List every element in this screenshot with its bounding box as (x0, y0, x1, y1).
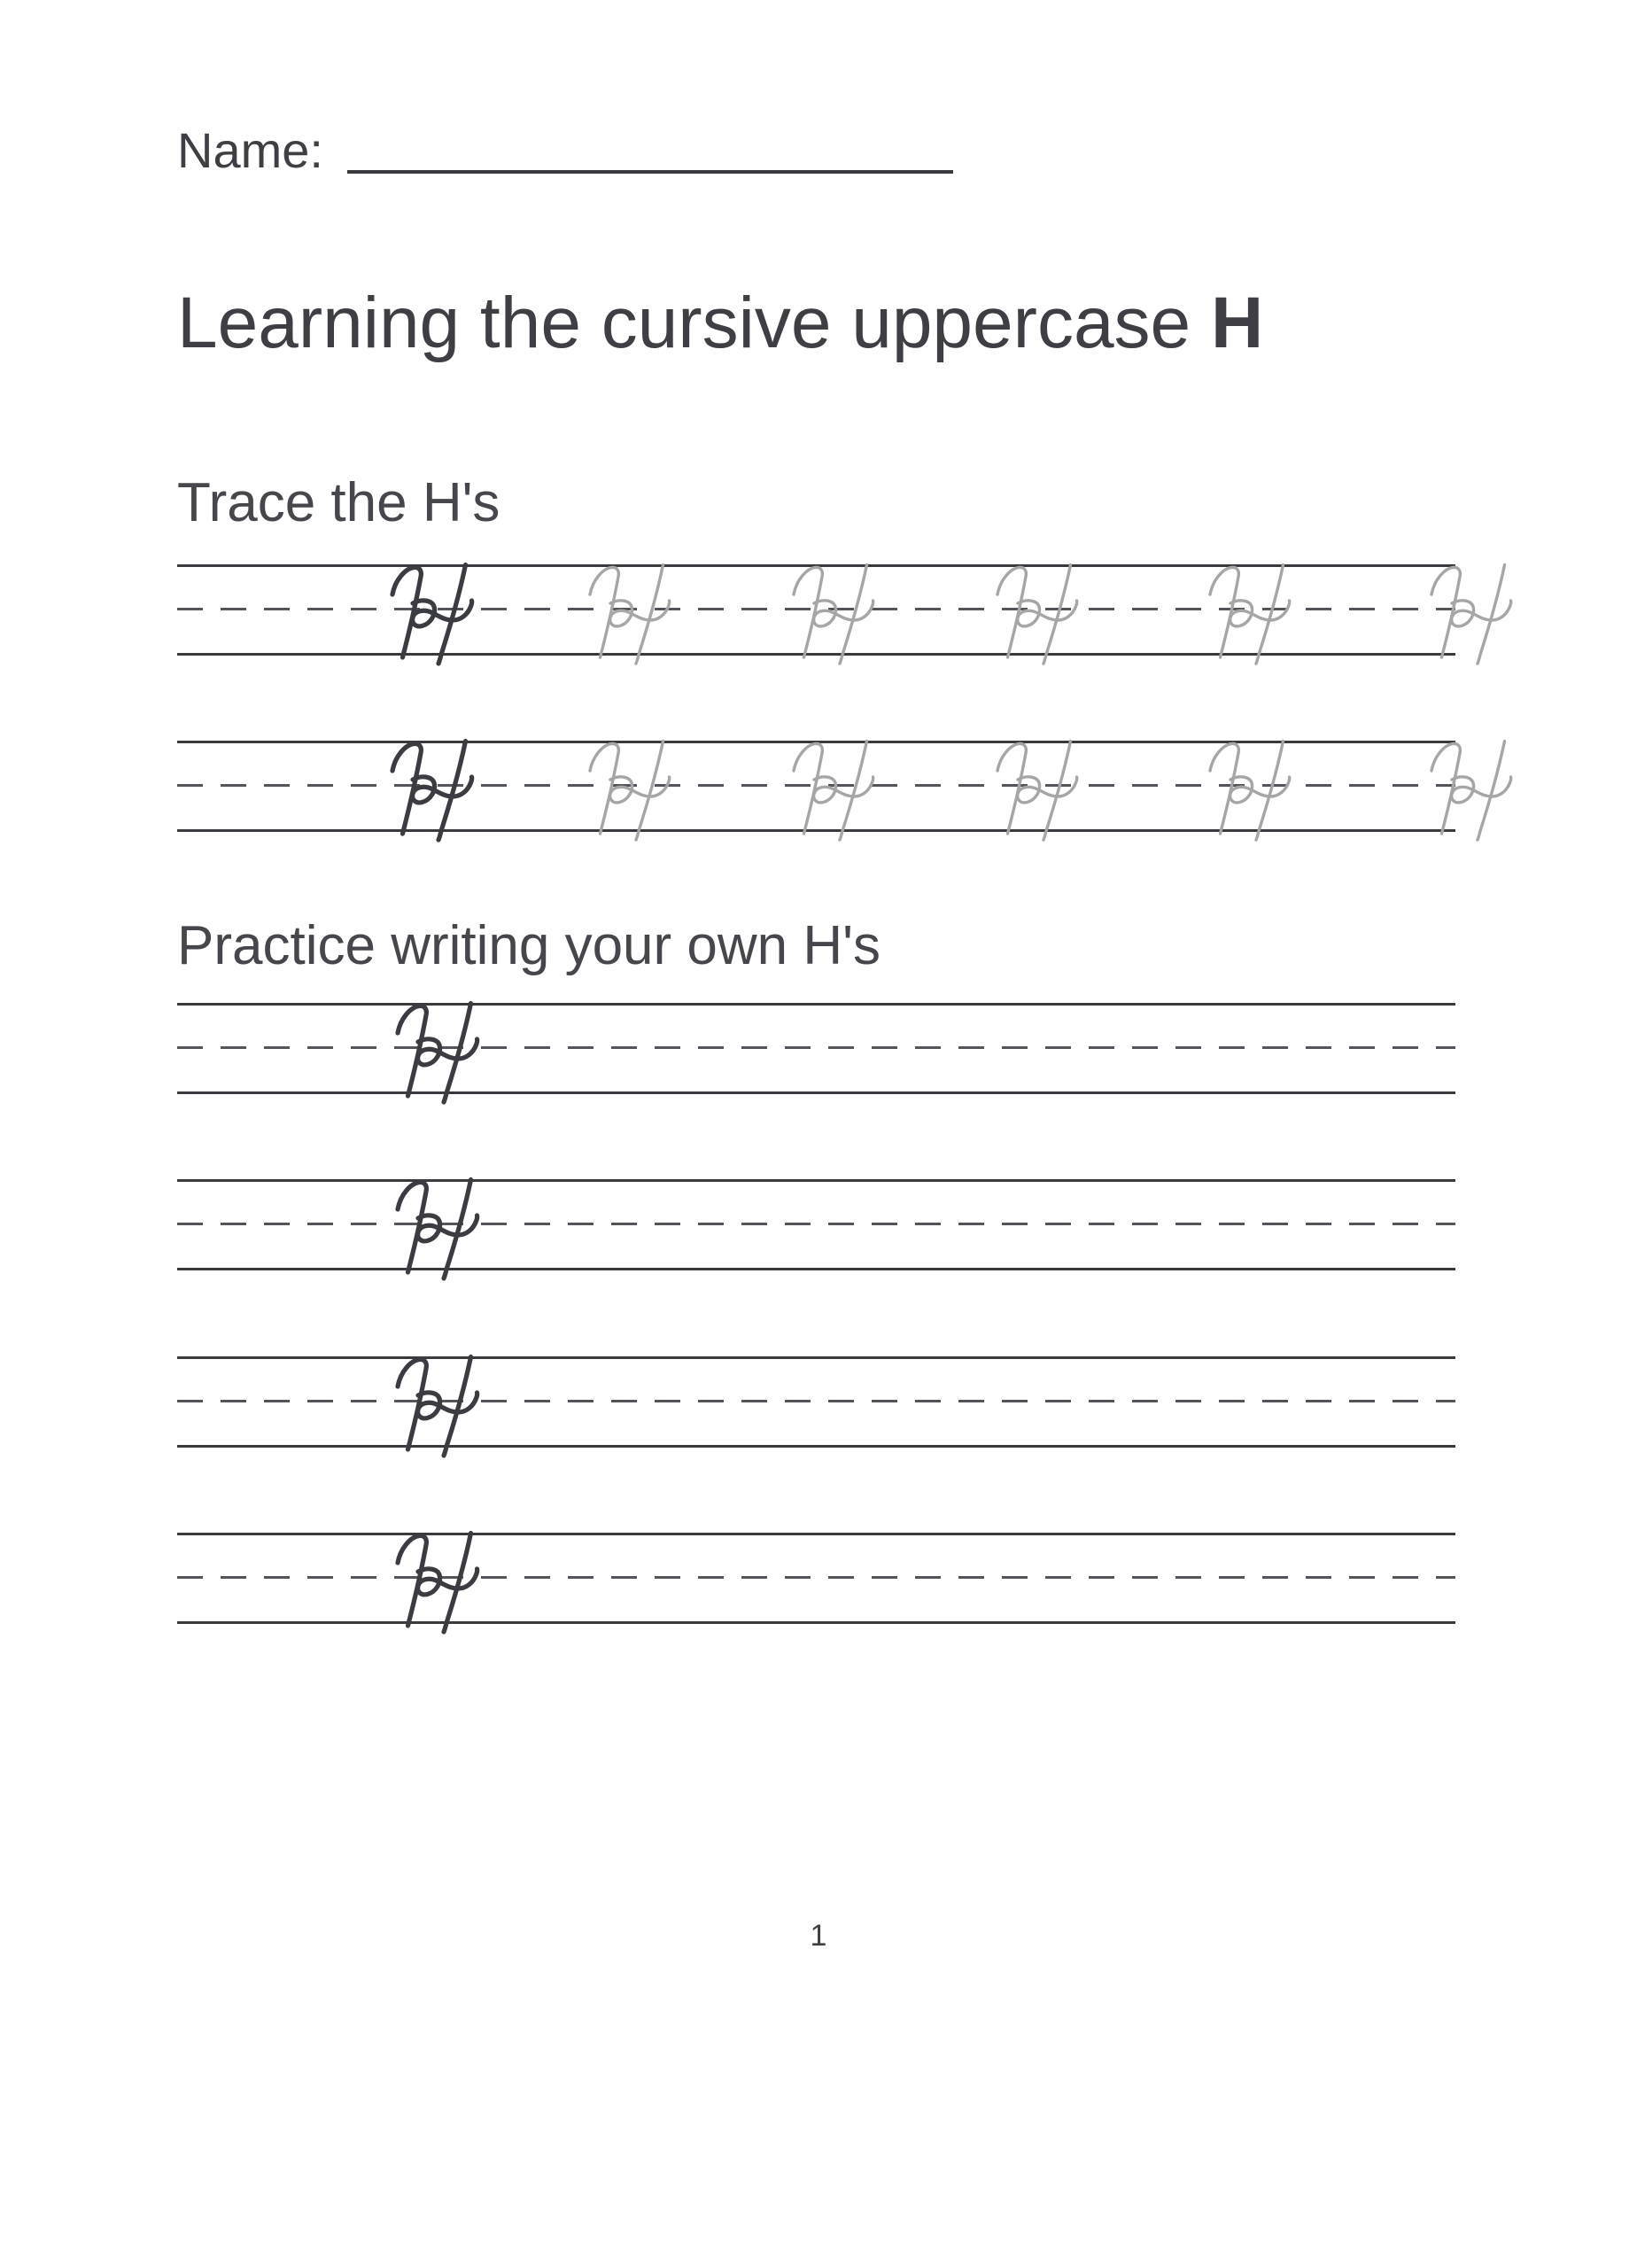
glyph-stroke (1210, 743, 1238, 834)
trace-line-1 (177, 564, 1455, 656)
page-title-letter: H (1210, 283, 1264, 363)
glyph-stroke (840, 742, 867, 841)
cursive-h-glyph-dark (388, 738, 484, 846)
glyph-stroke (413, 777, 472, 803)
glyph-stroke (398, 1535, 426, 1626)
glyph-stroke (610, 601, 670, 626)
cursive-h-glyph-trace (993, 738, 1089, 846)
cursive-h-glyph-dark (393, 1530, 489, 1638)
dashed-midline (177, 1576, 1455, 1579)
glyph-stroke (1452, 777, 1511, 803)
dashed-midline (177, 1046, 1455, 1049)
cursive-h-glyph-trace (789, 738, 885, 846)
practice-line-2 (177, 1179, 1455, 1270)
name-label: Name: (177, 122, 323, 178)
glyph-stroke (636, 565, 663, 664)
glyph-stroke (1230, 777, 1290, 803)
dashed-midline (177, 608, 1455, 610)
glyph-stroke (1018, 601, 1077, 626)
cursive-h-glyph-trace (993, 562, 1089, 670)
glyph-stroke (418, 1216, 477, 1241)
glyph-stroke (1256, 742, 1284, 841)
page-title (177, 284, 1263, 363)
glyph-stroke (840, 565, 867, 664)
cursive-h-glyph-trace (1427, 562, 1523, 670)
cursive-h-glyph-trace (789, 562, 885, 670)
cursive-h-glyph-dark (393, 1000, 489, 1108)
glyph-stroke (1478, 742, 1505, 841)
glyph-stroke (1018, 777, 1077, 803)
glyph-stroke (1043, 565, 1071, 664)
trace-line-2 (177, 741, 1455, 832)
glyph-stroke (997, 743, 1026, 834)
dashed-midline (177, 1223, 1455, 1225)
glyph-stroke (997, 567, 1026, 657)
cursive-h-glyph-dark (393, 1354, 489, 1462)
glyph-stroke (610, 777, 670, 803)
glyph-stroke (438, 565, 466, 664)
cursive-h-glyph-trace (1206, 738, 1301, 846)
glyph-stroke (1256, 565, 1284, 664)
glyph-stroke (636, 742, 663, 841)
dashed-midline (177, 1400, 1455, 1402)
glyph-stroke (1230, 601, 1290, 626)
glyph-stroke (438, 742, 466, 841)
cursive-h-glyph-trace (586, 562, 681, 670)
trace-section-label: Trace the H's (177, 472, 500, 533)
glyph-stroke (398, 1359, 426, 1449)
glyph-stroke (444, 1180, 471, 1279)
glyph-stroke (398, 1006, 426, 1096)
page-number: 1 (810, 1919, 827, 1953)
glyph-stroke (444, 1357, 471, 1456)
glyph-stroke (418, 1039, 477, 1065)
glyph-stroke (418, 1393, 477, 1418)
cursive-h-glyph-trace (1427, 738, 1523, 846)
glyph-stroke (444, 1004, 471, 1103)
cursive-h-glyph-dark (388, 562, 484, 670)
glyph-stroke (590, 743, 618, 834)
cursive-h-glyph-trace (1206, 562, 1301, 670)
practice-line-4 (177, 1533, 1455, 1624)
glyph-stroke (1452, 601, 1511, 626)
glyph-stroke (814, 601, 873, 626)
practice-line-3 (177, 1356, 1455, 1448)
cursive-h-glyph-trace (586, 738, 681, 846)
glyph-stroke (1431, 743, 1460, 834)
cursive-h-glyph-dark (393, 1177, 489, 1285)
glyph-stroke (1478, 565, 1505, 664)
glyph-stroke (814, 777, 873, 803)
name-underline (347, 170, 953, 174)
glyph-stroke (590, 567, 618, 657)
glyph-stroke (1043, 742, 1071, 841)
glyph-stroke (413, 601, 472, 626)
dashed-midline (177, 784, 1455, 787)
glyph-stroke (444, 1534, 471, 1633)
glyph-stroke (398, 1182, 426, 1272)
glyph-stroke (392, 567, 421, 657)
practice-section-label: Practice writing your own H's (177, 915, 881, 976)
practice-line-1 (177, 1003, 1455, 1094)
glyph-stroke (1210, 567, 1238, 657)
glyph-stroke (794, 743, 822, 834)
glyph-stroke (418, 1569, 477, 1595)
glyph-stroke (1431, 567, 1460, 657)
page-title-text: Learning the cursive uppercase (177, 283, 1211, 363)
glyph-stroke (794, 567, 822, 657)
glyph-stroke (392, 743, 421, 834)
